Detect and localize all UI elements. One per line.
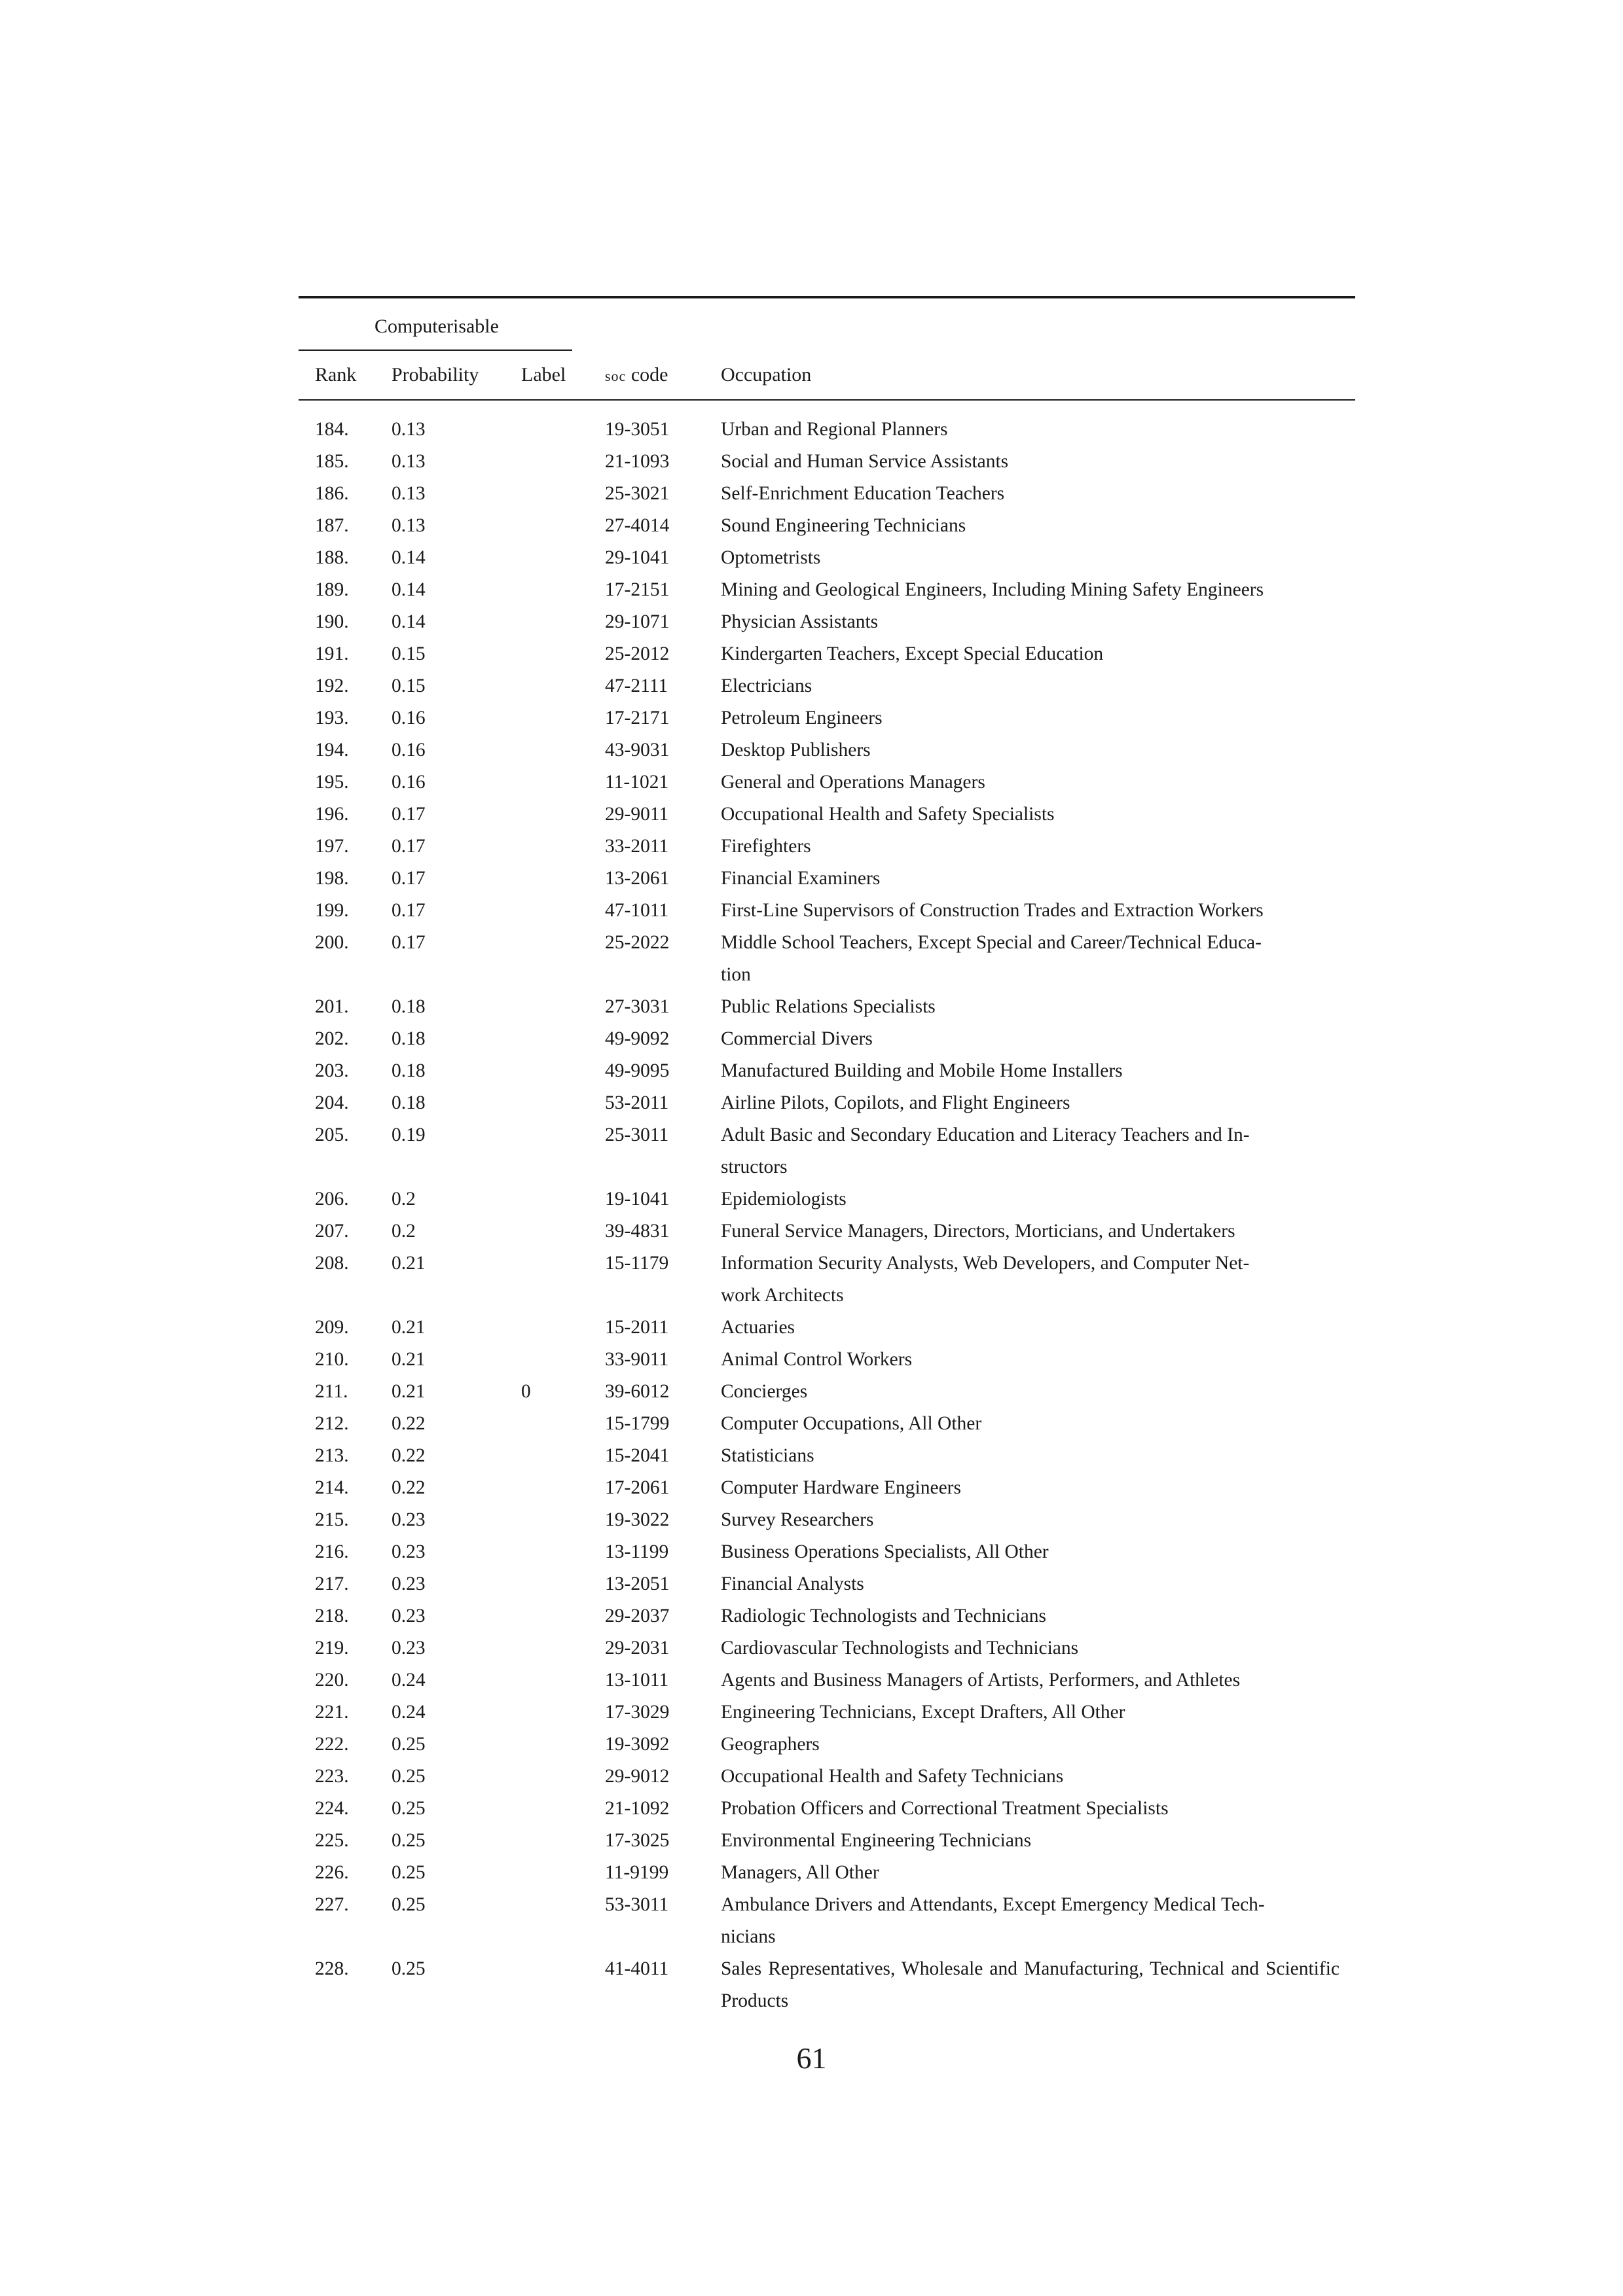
table-row [299,414,1355,446]
probability-cell: 0.13 [392,483,426,504]
rank-cell: 187. [315,515,349,536]
rank-cell: 220. [315,1670,349,1691]
occupation-cell: Survey Researchers [721,1509,874,1530]
rank-cell: 189. [315,579,349,600]
probability-cell: 0.21 [392,1317,426,1338]
soc-code-cell: 13-1199 [605,1541,669,1562]
probability-cell: 0.22 [392,1477,426,1498]
probability-cell: 0.25 [392,1862,426,1883]
rank-cell: 190. [315,611,349,632]
probability-cell: 0.25 [392,1734,426,1755]
occupation-cell: Self-Enrichment Education Teachers [721,483,1005,504]
occupation-cell: First-Line Supervisors of Construction Trades and Extraction Workers [721,900,1264,921]
occupation-cell: Financial Examiners [721,868,881,889]
table-row [299,1568,1355,1600]
soc-code-cell: 17-3025 [605,1830,670,1851]
occupation-cell: Radiologic Technologists and Technicians [721,1605,1047,1626]
soc-code-cell: 39-4831 [605,1221,670,1242]
table-row [299,1729,1355,1761]
table-row [299,446,1355,478]
soc-code-cell: 29-9011 [605,804,669,825]
rank-cell: 194. [315,740,349,761]
probability-cell: 0.23 [392,1541,426,1562]
table-row [299,991,1355,1023]
occupation-cell: Cardiovascular Technologists and Technicians [721,1638,1079,1659]
probability-cell: 0.17 [392,900,426,921]
table-row [299,1119,1355,1183]
occupation-cell: Social and Human Service Assistants [721,451,1009,472]
soc-code-cell: 25-3021 [605,483,670,504]
table-row [299,927,1355,991]
soc-code-cell: 15-1179 [605,1253,669,1274]
soc-code-header [605,364,668,386]
table-row [299,895,1355,927]
soc-code-cell: 53-2011 [605,1092,669,1113]
occupation-cell: Middle School Teachers, Except Special and Career/Technical Educa- tion [721,932,1262,985]
soc-code-cell: 29-9012 [605,1766,670,1787]
rank-cell: 226. [315,1862,349,1883]
occupation-cell: Occupational Health and Safety Specialists [721,804,1055,825]
label-cell: 0 [521,1381,531,1402]
occupation-cell: Geographers [721,1734,820,1755]
occupation-cell: Information Security Analysts, Web Developers, and Computer Net- work Architects [721,1253,1250,1306]
occupation-cell: Environmental Engineering Technicians [721,1830,1032,1851]
soc-code-cell: 29-1041 [605,547,670,568]
probability-cell: 0.21 [392,1253,426,1274]
probability-header: Probability [392,364,479,386]
probability-cell: 0.17 [392,804,426,825]
occupation-cell: Commercial Divers [721,1028,873,1049]
occupation-cell: Manufactured Building and Mobile Home Installers [721,1060,1123,1081]
rank-cell: 212. [315,1413,349,1434]
rank-cell: 223. [315,1766,349,1787]
rank-cell: 224. [315,1798,349,1819]
rank-cell: 208. [315,1253,349,1274]
soc-code-cell: 11-9199 [605,1862,669,1883]
table-row [299,1215,1355,1247]
rank-cell: 207. [315,1221,349,1242]
occupation-cell: Ambulance Drivers and Attendants, Except Emergency Medical Tech- nicians [721,1894,1265,1947]
probability-cell: 0.23 [392,1605,426,1626]
soc-code-cell: 43-9031 [605,740,670,761]
occupation-cell: Epidemiologists [721,1189,847,1210]
rank-cell: 217. [315,1573,349,1594]
soc-code-cell: 19-3092 [605,1734,670,1755]
occupation-cell: Financial Analysts [721,1573,864,1594]
table-row [299,670,1355,702]
table-row [299,1183,1355,1215]
probability-cell: 0.25 [392,1766,426,1787]
soc-code-cell: 33-2011 [605,836,669,857]
occupation-cell: Animal Control Workers [721,1349,913,1370]
rank-cell: 218. [315,1605,349,1626]
table-row [299,766,1355,798]
rank-cell: 197. [315,836,349,857]
soc-code-cell: 15-2041 [605,1445,670,1466]
probability-cell: 0.22 [392,1413,426,1434]
probability-cell: 0.2 [392,1189,416,1210]
rank-cell: 216. [315,1541,349,1562]
soc-code-cell: 21-1093 [605,451,670,472]
rank-cell: 211. [315,1381,348,1402]
occupation-cell: Business Operations Specialists, All Other [721,1541,1049,1562]
table-row [299,1632,1355,1664]
table-row [299,574,1355,606]
soc-code-cell: 25-3011 [605,1124,669,1145]
table-row [299,1440,1355,1472]
occupation-cell: Sound Engineering Technicians [721,515,966,536]
probability-cell: 0.13 [392,515,426,536]
occupation-cell: Mining and Geological Engineers, Including Mining Safety Engineers [721,579,1264,600]
probability-cell: 0.25 [392,1830,426,1851]
rank-cell: 200. [315,932,349,953]
probability-cell: 0.17 [392,868,426,889]
rank-cell: 214. [315,1477,349,1498]
probability-cell: 0.17 [392,836,426,857]
table-row [299,1696,1355,1729]
occupation-cell: Sales Representatives, Wholesale and Manufacturing, Technical and Scientific Products [721,1958,1340,2011]
rank-cell: 228. [315,1958,349,1979]
rank-cell: 193. [315,708,349,728]
rank-cell: 196. [315,804,349,825]
soc-code-cell: 41-4011 [605,1958,669,1979]
probability-cell: 0.14 [392,611,426,632]
probability-cell: 0.21 [392,1381,426,1402]
rank-cell: 205. [315,1124,349,1145]
occupation-cell: Firefighters [721,836,811,857]
soc-code-cell: 15-1799 [605,1413,670,1434]
table-row [299,1953,1355,2017]
occupation-cell: Electricians [721,675,812,696]
table-row [299,1600,1355,1632]
probability-cell: 0.18 [392,1060,426,1081]
rank-cell: 198. [315,868,349,889]
soc-code-cell: 49-9095 [605,1060,670,1081]
occupation-cell: Managers, All Other [721,1862,879,1883]
soc-code-cell: 47-2111 [605,675,668,696]
table-row [299,1793,1355,1825]
probability-cell: 0.18 [392,996,426,1017]
table-row [299,798,1355,831]
probability-cell: 0.18 [392,1092,426,1113]
occupation-cell: Actuaries [721,1317,795,1338]
table-row [299,1664,1355,1696]
soc-code-cell: 13-1011 [605,1670,669,1691]
soc-code-cell: 15-2011 [605,1317,669,1338]
probability-cell: 0.25 [392,1798,426,1819]
table-row [299,1536,1355,1568]
occupation-cell: Computer Hardware Engineers [721,1477,961,1498]
soc-code-cell: 27-4014 [605,515,670,536]
table-row [299,1825,1355,1857]
computerisable-group-label: Computerisable [374,315,499,337]
soc-code-cell: 17-3029 [605,1702,670,1723]
table-row [299,1761,1355,1793]
probability-cell: 0.17 [392,932,426,953]
table-column-headers [299,346,1355,399]
probability-cell: 0.24 [392,1702,426,1723]
table-row [299,510,1355,542]
occupation-cell: Computer Occupations, All Other [721,1413,982,1434]
probability-cell: 0.25 [392,1894,426,1915]
rank-cell: 199. [315,900,349,921]
occupation-cell: Desktop Publishers [721,740,871,761]
probability-cell: 0.21 [392,1349,426,1370]
occupation-cell: Adult Basic and Secondary Education and Literacy Teachers and In- structors [721,1124,1250,1177]
occupation-cell: Engineering Technicians, Except Drafters, All Other [721,1702,1125,1723]
occupation-table [299,296,1355,2017]
occupation-cell: Physician Assistants [721,611,879,632]
table-row [299,702,1355,734]
table-row [299,478,1355,510]
probability-cell: 0.25 [392,1958,426,1979]
rank-cell: 195. [315,772,349,793]
rank-cell: 227. [315,1894,349,1915]
soc-code-cell: 49-9092 [605,1028,670,1049]
soc-code-cell: 19-1041 [605,1189,670,1210]
soc-code-cell: 13-2051 [605,1573,670,1594]
soc-code-cell: 29-1071 [605,611,670,632]
table-row [299,831,1355,863]
soc-code-cell: 19-3051 [605,419,670,440]
rank-cell: 202. [315,1028,349,1049]
occupation-cell: Kindergarten Teachers, Except Special Education [721,643,1104,664]
label-header: Label [521,364,566,386]
probability-cell: 0.23 [392,1638,426,1659]
table-row [299,1247,1355,1312]
rank-cell: 186. [315,483,349,504]
occupation-cell: Statisticians [721,1445,814,1466]
occupation-cell: Petroleum Engineers [721,708,883,728]
table-row [299,1023,1355,1055]
soc-code-cell: 53-3011 [605,1894,669,1915]
table-row [299,1889,1355,1953]
rank-cell: 209. [315,1317,349,1338]
soc-code-cell: 17-2171 [605,708,670,728]
occupation-cell: Airline Pilots, Copilots, and Flight Engineers [721,1092,1070,1113]
rank-cell: 185. [315,451,349,472]
table-row [299,1408,1355,1440]
probability-cell: 0.16 [392,772,426,793]
table-row [299,1312,1355,1344]
soc-code-cell: 17-2151 [605,579,670,600]
table-row [299,1055,1355,1087]
table-row [299,1857,1355,1889]
rank-cell: 184. [315,419,349,440]
occupation-cell: Public Relations Specialists [721,996,936,1017]
rank-cell: 219. [315,1638,349,1659]
rank-cell: 191. [315,643,349,664]
soc-code-cell: 19-3022 [605,1509,670,1530]
probability-cell: 0.14 [392,547,426,568]
probability-cell: 0.22 [392,1445,426,1466]
soc-code-cell: 25-2012 [605,643,670,664]
rank-cell: 215. [315,1509,349,1530]
soc-code-cell: 29-2037 [605,1605,670,1626]
soc-code-suffix: code [626,364,668,386]
rank-cell: 221. [315,1702,349,1723]
soc-code-cell: 21-1092 [605,1798,670,1819]
occupation-cell: Optometrists [721,547,821,568]
table-row [299,734,1355,766]
rank-cell: 206. [315,1189,349,1210]
occupation-cell: Occupational Health and Safety Technicians [721,1766,1064,1787]
probability-cell: 0.19 [392,1124,426,1145]
soc-code-cell: 29-2031 [605,1638,670,1659]
rank-cell: 204. [315,1092,349,1113]
page-number: 61 [796,2041,827,2075]
probability-cell: 0.13 [392,451,426,472]
probability-cell: 0.16 [392,708,426,728]
table-row [299,863,1355,895]
occupation-cell: Funeral Service Managers, Directors, Morticians, and Undertakers [721,1221,1235,1242]
rank-cell: 201. [315,996,349,1017]
occupation-cell: Probation Officers and Correctional Treatment Specialists [721,1798,1169,1819]
rank-cell: 188. [315,547,349,568]
probability-cell: 0.18 [392,1028,426,1049]
soc-code-cell: 33-9011 [605,1349,669,1370]
soc-code-cell: 47-1011 [605,900,669,921]
rank-cell: 222. [315,1734,349,1755]
table-row [299,638,1355,670]
table-row [299,1504,1355,1536]
soc-code-cell: 13-2061 [605,868,670,889]
rank-header: Rank [315,364,357,386]
soc-code-cell: 27-3031 [605,996,670,1017]
occupation-cell: Concierges [721,1381,808,1402]
occupation-header: Occupation [721,364,812,386]
table-row [299,606,1355,638]
probability-cell: 0.2 [392,1221,416,1242]
occupation-cell: Agents and Business Managers of Artists, Performers, and Athletes [721,1670,1241,1691]
table-body [299,401,1355,2017]
probability-cell: 0.15 [392,675,426,696]
table-group-header [299,298,1355,346]
soc-smallcaps: soc [605,368,627,384]
rank-cell: 210. [315,1349,349,1370]
probability-cell: 0.14 [392,579,426,600]
probability-cell: 0.16 [392,740,426,761]
table-row [299,1344,1355,1376]
table-row [299,1087,1355,1119]
probability-cell: 0.15 [392,643,426,664]
rank-cell: 225. [315,1830,349,1851]
rank-cell: 192. [315,675,349,696]
soc-code-cell: 11-1021 [605,772,669,793]
table-row [299,1376,1355,1408]
rank-cell: 203. [315,1060,349,1081]
soc-code-cell: 17-2061 [605,1477,670,1498]
table-row [299,542,1355,574]
rank-cell: 213. [315,1445,349,1466]
probability-cell: 0.23 [392,1573,426,1594]
probability-cell: 0.13 [392,419,426,440]
probability-cell: 0.24 [392,1670,426,1691]
occupation-cell: General and Operations Managers [721,772,985,793]
occupation-cell: Urban and Regional Planners [721,419,948,440]
soc-code-cell: 39-6012 [605,1381,670,1402]
soc-code-cell: 25-2022 [605,932,670,953]
probability-cell: 0.23 [392,1509,426,1530]
table-row [299,1472,1355,1504]
